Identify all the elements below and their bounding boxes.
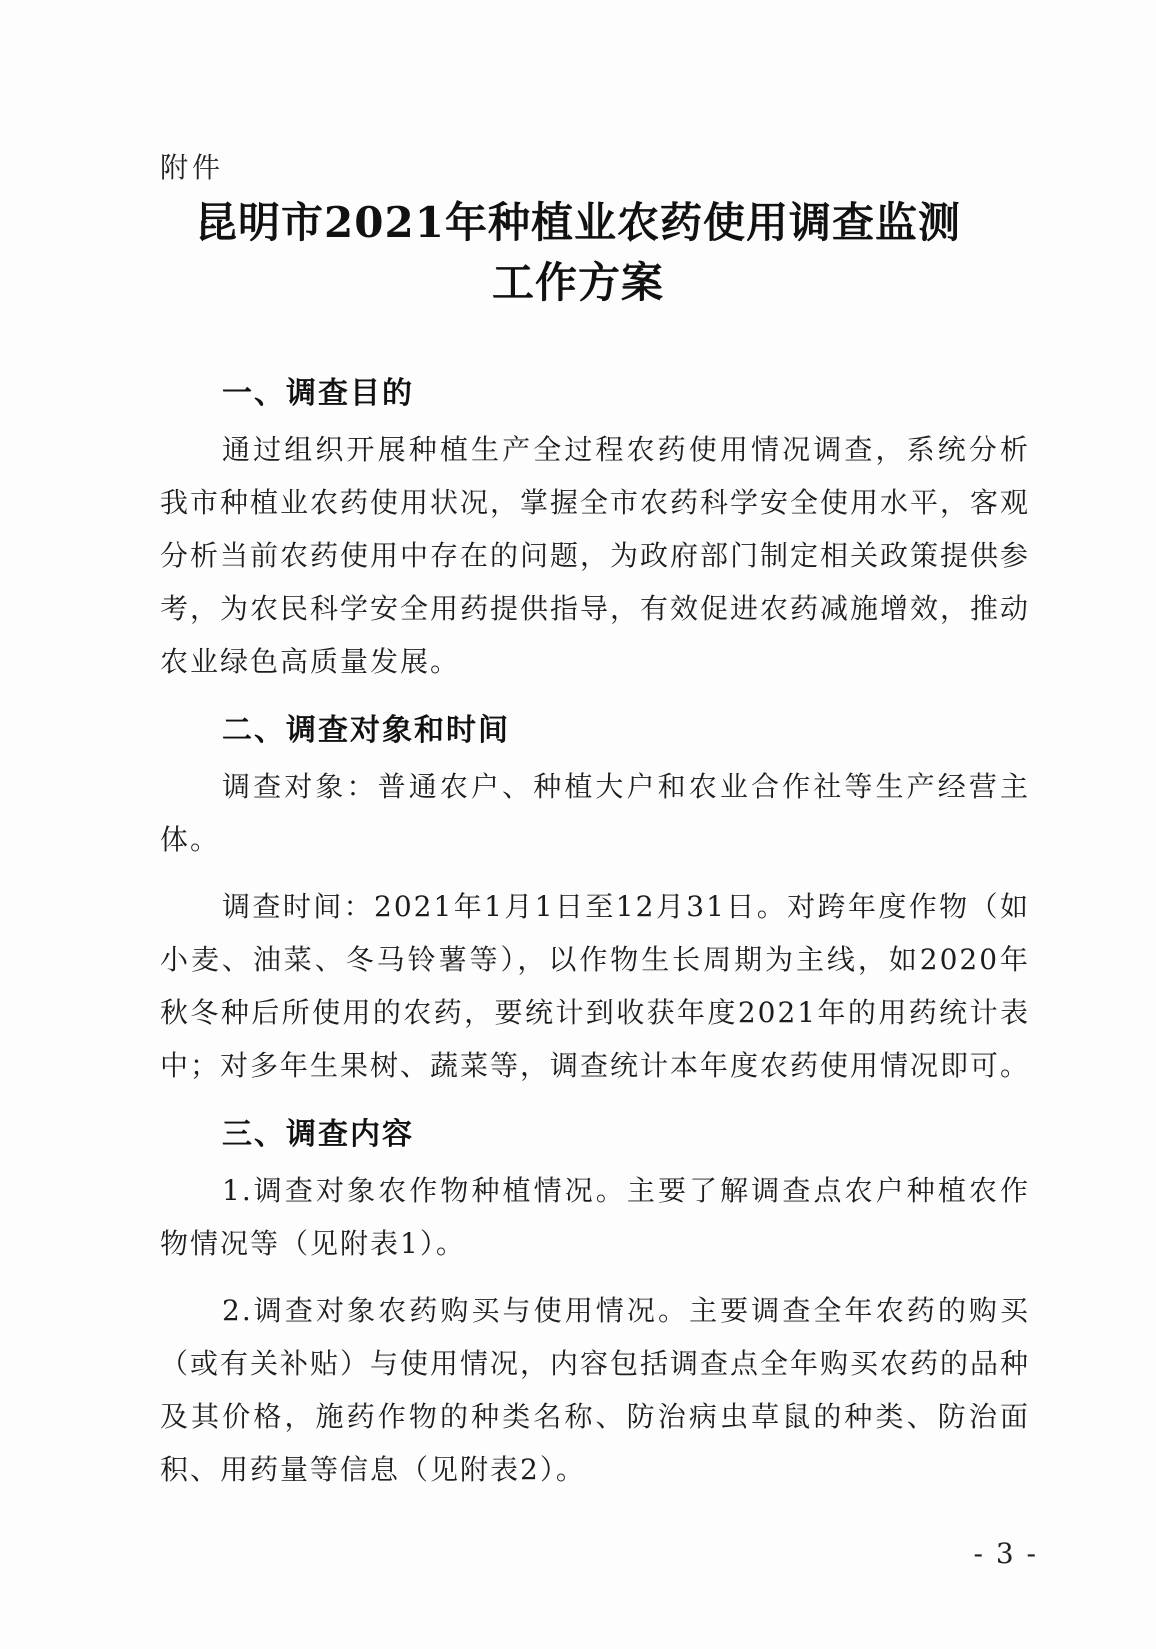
section-subject-and-time xyxy=(160,702,1030,1092)
section-paragraph: 2.调查对象农药购买与使用情况。主要调查全年农药的购买（或有关补贴）与使用情况，内容包括调查点全年购买农药的品种及其价格，施药作物的种类名称、防治病虫草鼠的种类、防治面积、用药量等信息（见附表2）。 xyxy=(160,1294,1031,1486)
section-paragraph: 调查对象：普通农户、种植大户和农业合作社等生产经营主体。 xyxy=(160,770,1030,856)
document-title-line-1: 昆明市2021年种植业农药使用调查监测 xyxy=(195,198,961,247)
section-heading: 三、调查内容 xyxy=(222,1117,414,1152)
section-heading: 二、调查对象和时间 xyxy=(222,713,510,748)
section-heading: 一、调查目的 xyxy=(222,376,414,411)
section-content xyxy=(160,1106,1030,1496)
section-purpose xyxy=(160,365,1030,688)
document-title-line-2: 工作方案 xyxy=(491,258,664,307)
section-paragraph: 调查时间：2021年1月1日至12月31日。对跨年度作物（如小麦、油菜、冬马铃薯等），以作物生长周期为主线，如2020年秋冬种后所使用的农药，要统计到收获年度2021年的用药统计表中；对多年生果树、蔬菜等，调查统计本年度农药使用情况即可。 xyxy=(160,890,1031,1082)
section-paragraph: 1.调查对象农作物种植情况。主要了解调查点农户种植农作物情况等（见附表1）。 xyxy=(160,1174,1030,1260)
page-number: - 3 - xyxy=(973,1537,1038,1570)
section-paragraph: 通过组织开展种植生产全过程农药使用情况调查，系统分析我市种植业农药使用状况，掌握全市农药科学安全使用水平，客观分析当前农药使用中存在的问题，为政府部门制定相关政策提供参考，为农民科学安全用药提供指导，有效促进农药减施增效，推动农业绿色高质量发展。 xyxy=(160,433,1031,678)
attachment-label: 附件 xyxy=(160,151,225,184)
document-body xyxy=(160,365,1030,1496)
